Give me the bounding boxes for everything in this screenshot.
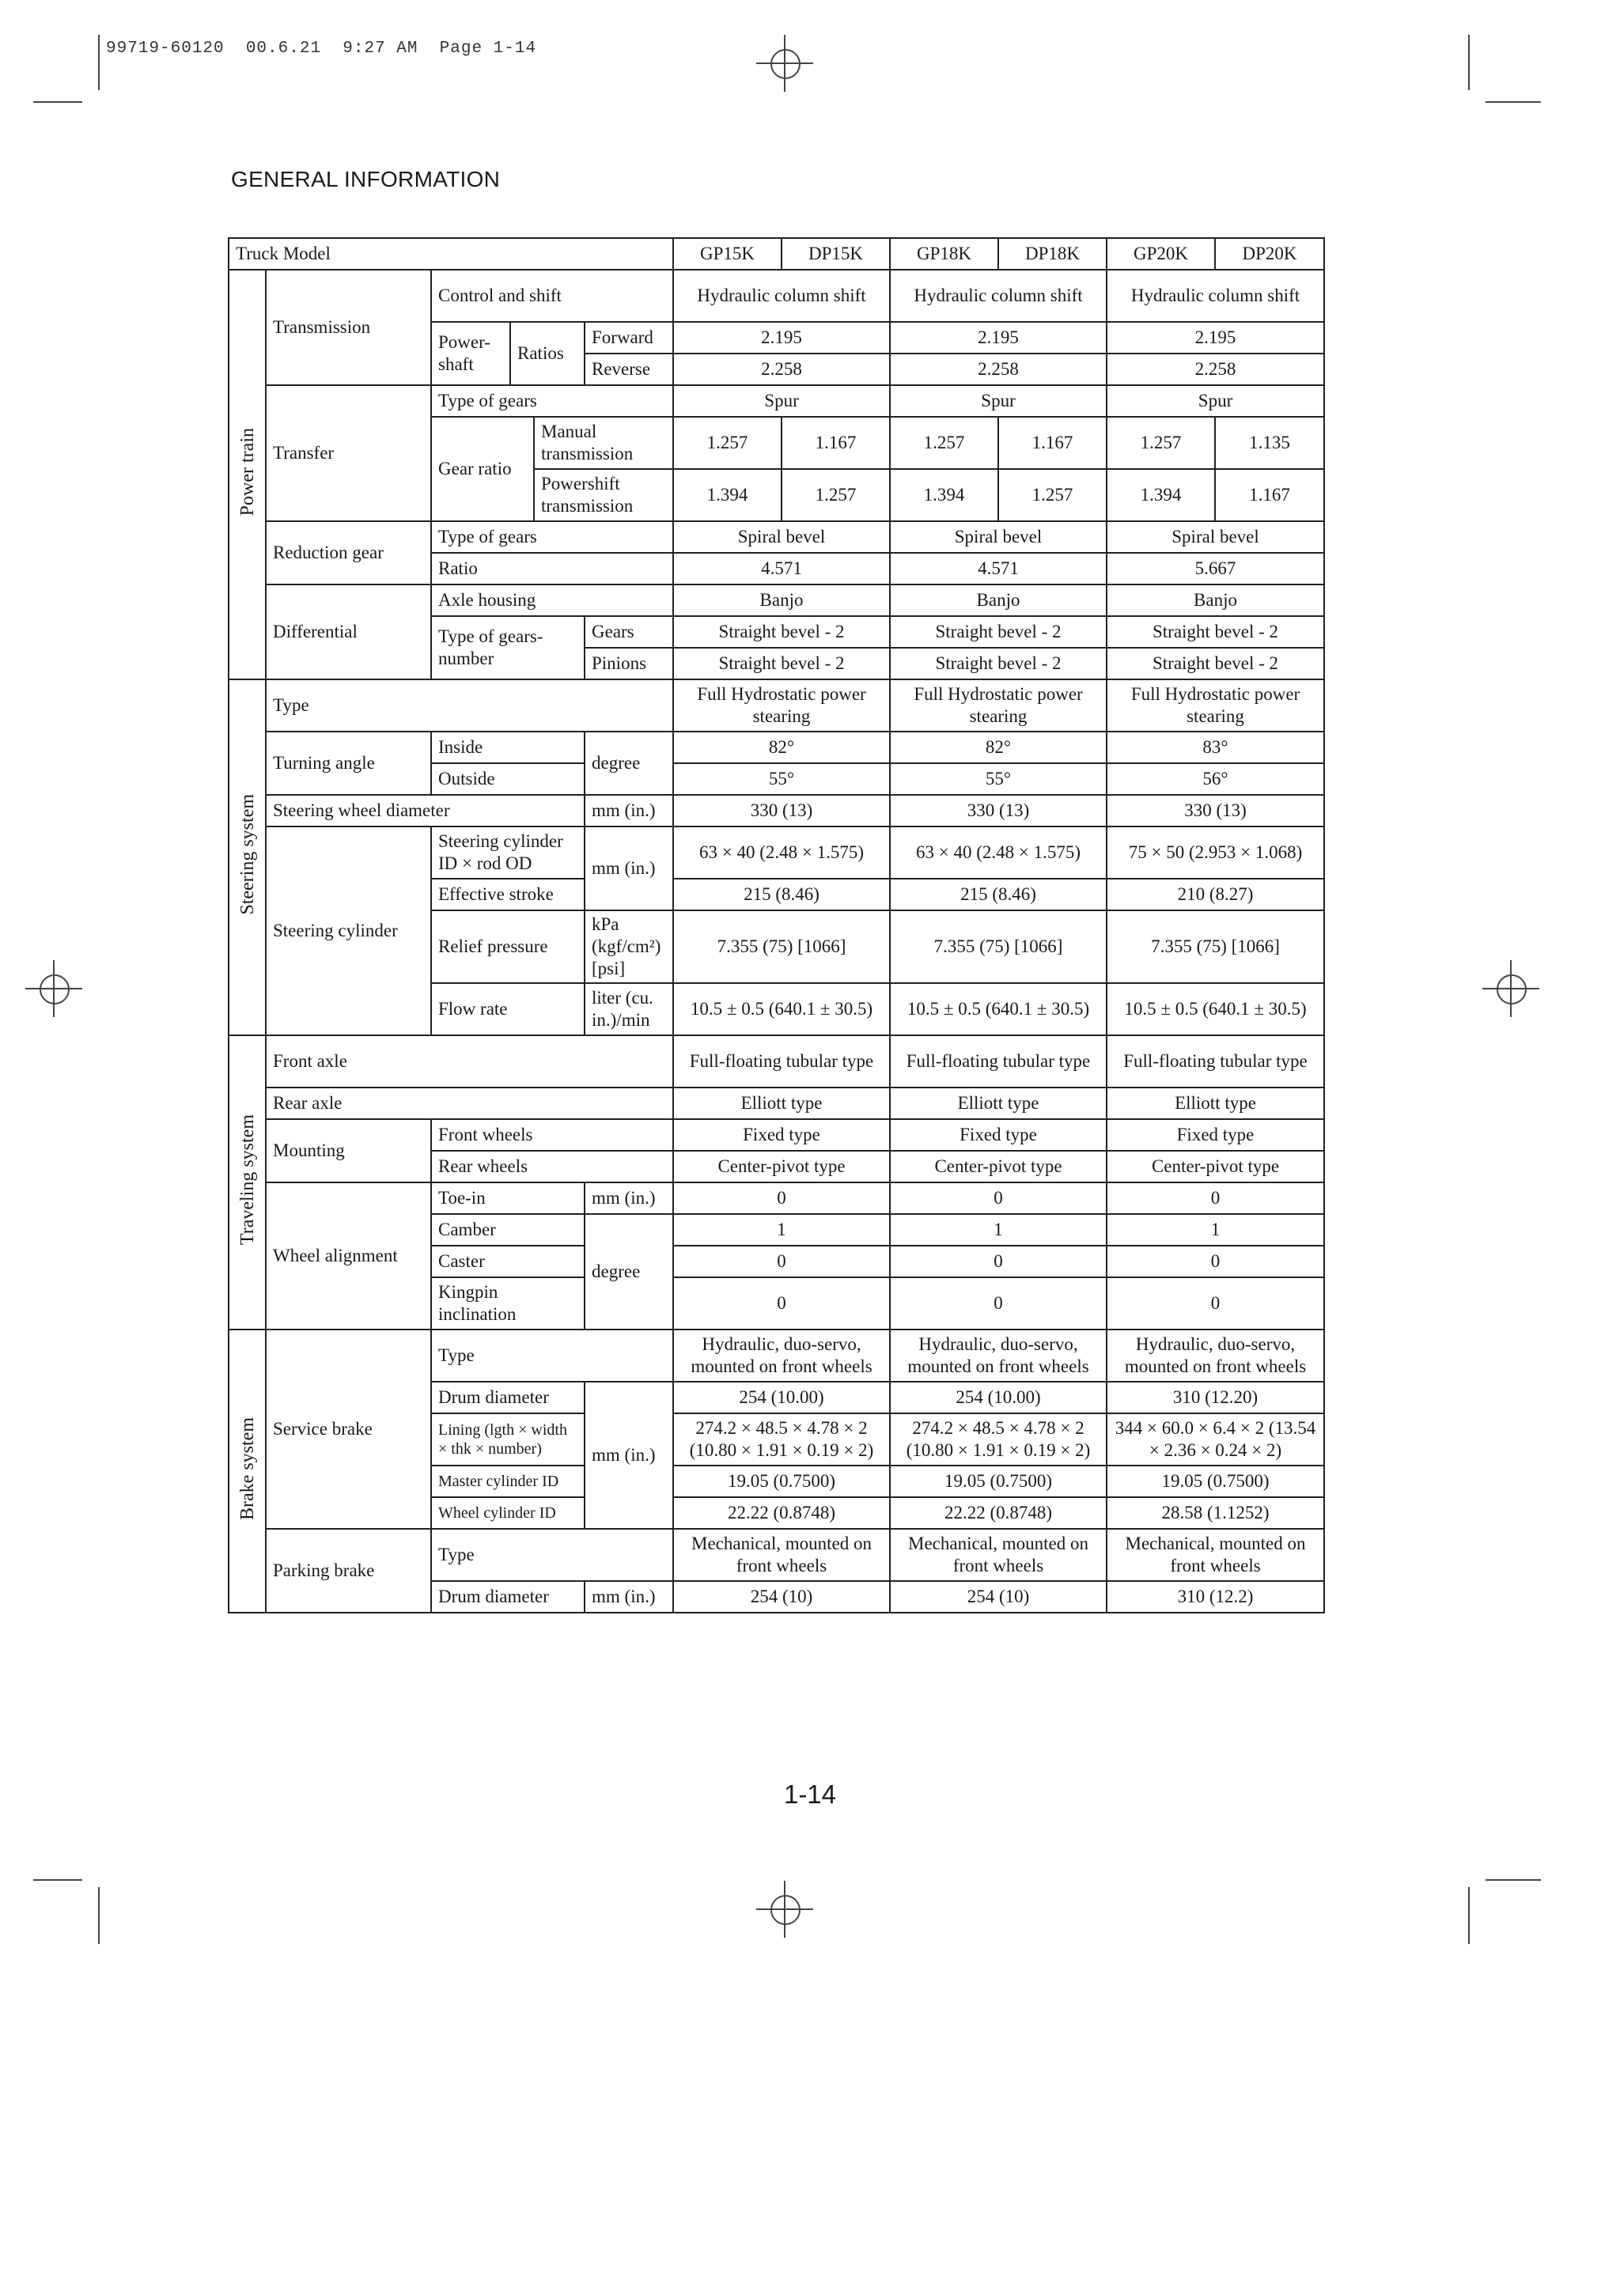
table-row: Flow rate liter (cu. in.)/min 10.5 ± 0.5 (640.1 ± 30.5) 10.5 ± 0.5 (640.1 ± 30.5) 10.5 ± 0.5 (640.1 ± 30.5): [229, 983, 1324, 1035]
table-row: Turning angle Inside degree 82° 82° 83°: [229, 732, 1324, 763]
table-row: Powershift transmission 1.394 1.257 1.394 1.257 1.394 1.167: [229, 469, 1324, 521]
table-row: Power-shaft Ratios Forward 2.195 2.195 2.195: [229, 322, 1324, 354]
gear-ratio-label: Gear ratio: [431, 417, 534, 521]
registration-mark-bottom: [756, 1881, 813, 1938]
table-row: Differential Axle housing Banjo Banjo Banjo: [229, 584, 1324, 616]
steering-cylinder-label: Steering cylinder: [266, 826, 431, 1035]
table-row: Wheel cylinder ID 22.22 (0.8748) 22.22 (0.8748) 28.58 (1.1252): [229, 1497, 1324, 1529]
crop-mark: [33, 1879, 82, 1881]
turning-angle-label: Turning angle: [266, 732, 431, 795]
system-label-brake: Brake system: [229, 1330, 266, 1613]
truck-model-label: Truck Model: [229, 238, 673, 270]
crop-mark: [1486, 101, 1541, 103]
table-row: Effective stroke 215 (8.46) 215 (8.46) 210 (8.27): [229, 879, 1324, 910]
table-row: Kingpin inclination 0 0 0: [229, 1277, 1324, 1330]
table-row: Caster 0 0 0: [229, 1246, 1324, 1277]
table-row: Reduction gear Type of gears Spiral bevel Spiral bevel Spiral bevel: [229, 521, 1324, 553]
table-row: Type of gears-number Gears Straight bevel - 2 Straight bevel - 2 Straight bevel - 2: [229, 616, 1324, 648]
crop-mark: [33, 101, 82, 103]
table-row: Transfer Type of gears Spur Spur Spur: [229, 385, 1324, 417]
system-label-power-train: Power train: [229, 270, 266, 679]
table-row: Steering system Type Full Hydrostatic power stearing Full Hydrostatic power stearing Full Hydrostatic power stearing: [229, 679, 1324, 732]
table-row: Parking brake Type Mechanical, mounted on front wheels Mechanical, mounted on front wheels Mechanical, mounted on front wheels: [229, 1529, 1324, 1581]
table-row: Camber degree 1 1 1: [229, 1214, 1324, 1246]
model-gp15k: GP15K: [673, 238, 782, 270]
system-label-traveling: Traveling system: [229, 1035, 266, 1330]
table-row: Rear wheels Center-pivot type Center-pivot type Center-pivot type: [229, 1151, 1324, 1182]
registration-mark-left: [25, 960, 82, 1017]
forward-label: Forward: [585, 322, 673, 354]
table-row: Steering wheel diameter mm (in.) 330 (13) 330 (13) 330 (13): [229, 795, 1324, 826]
powershaft-label: Power-shaft: [431, 322, 510, 385]
crop-mark: [1486, 1879, 1541, 1881]
registration-mark-right: [1482, 960, 1539, 1017]
spec-table: [228, 237, 1325, 1613]
system-label-steering: Steering system: [229, 679, 266, 1035]
ratios-label: Ratios: [510, 322, 585, 385]
crop-mark: [1468, 35, 1470, 90]
reverse-label: Reverse: [585, 354, 673, 385]
service-brake-label: Service brake: [266, 1330, 431, 1529]
model-dp18k: DP18K: [998, 238, 1107, 270]
wheel-alignment-label: Wheel alignment: [266, 1182, 431, 1330]
crop-mark: [1468, 1887, 1470, 1944]
transfer-label: Transfer: [266, 385, 431, 521]
table-row: Mounting Front wheels Fixed type Fixed type Fixed type: [229, 1119, 1324, 1151]
table-row: Master cylinder ID 19.05 (0.7500) 19.05 (0.7500) 19.05 (0.7500): [229, 1466, 1324, 1497]
crop-mark: [98, 1887, 100, 1944]
crop-mark: [98, 35, 100, 90]
section-header: GENERAL INFORMATION: [231, 167, 501, 191]
model-dp20k: DP20K: [1215, 238, 1324, 270]
model-gp18k: GP18K: [890, 238, 998, 270]
table-row: Lining (lgth × width × thk × number) 274.2 × 48.5 × 4.78 × 2 (10.80 × 1.91 × 0.19 × 2) 274.2 × 48.5 × 4.78 × 2 (10.80 × 1.91 × 0.19 × 2) 344 × 60.0 × 6.4 × 2 (13.54 × 2.36 × 0.24 × 2): [229, 1413, 1324, 1466]
table-row: Rear axle Elliott type Elliott type Elliott type: [229, 1087, 1324, 1119]
table-row: Drum diameter mm (in.) 254 (10.00) 254 (10.00) 310 (12.20): [229, 1382, 1324, 1413]
registration-mark-top: [756, 35, 813, 92]
type-of-gears-number-label: Type of gears-number: [431, 616, 585, 679]
table-row: Ratio 4.571 4.571 5.667: [229, 553, 1324, 584]
control-shift-label: Control and shift: [431, 270, 673, 322]
header-row: [229, 238, 1324, 270]
table-row: Power train Transmission Control and shift Hydraulic column shift Hydraulic column shift Hydraulic column shift: [229, 270, 1324, 322]
model-dp15k: DP15K: [782, 238, 890, 270]
print-slug: 99719-60120 00.6.21 9:27 AM Page 1-14: [106, 40, 537, 58]
table-row: Relief pressure kPa (kgf/cm²)[psi] 7.355 (75) [1066] 7.355 (75) [1066] 7.355 (75) [1066]: [229, 910, 1324, 983]
table-row: Traveling system Front axle Full-floating tubular type Full-floating tubular type Full-floating tubular type: [229, 1035, 1324, 1087]
reduction-gear-label: Reduction gear: [266, 521, 431, 584]
table-row: Gear ratio Manual transmission 1.257 1.167 1.257 1.167 1.257 1.135: [229, 417, 1324, 469]
table-row: Brake system Service brake Type Hydraulic, duo-servo, mounted on front wheels Hydraulic, duo-servo, mounted on front wheels Hydraulic, duo-servo, mounted on front wheels: [229, 1330, 1324, 1382]
transmission-label: Transmission: [266, 270, 431, 385]
table-row: Drum diameter mm (in.) 254 (10) 254 (10) 310 (12.2): [229, 1581, 1324, 1613]
table-row: Steering cylinder Steering cylinder ID × rod OD mm (in.) 63 × 40 (2.48 × 1.575) 63 × 40 (2.48 × 1.575) 75 × 50 (2.953 × 1.068): [229, 826, 1324, 879]
mounting-label: Mounting: [266, 1119, 431, 1182]
differential-label: Differential: [266, 584, 431, 679]
table-row: Pinions Straight bevel - 2 Straight bevel - 2 Straight bevel - 2: [229, 648, 1324, 679]
page-number: 1-14: [783, 1780, 837, 1809]
table-row: Reverse 2.258 2.258 2.258: [229, 354, 1324, 385]
parking-brake-label: Parking brake: [266, 1529, 431, 1613]
table-row: Outside 55° 55° 56°: [229, 763, 1324, 795]
model-gp20k: GP20K: [1107, 238, 1215, 270]
table-row: Wheel alignment Toe-in mm (in.) 0 0 0: [229, 1182, 1324, 1214]
